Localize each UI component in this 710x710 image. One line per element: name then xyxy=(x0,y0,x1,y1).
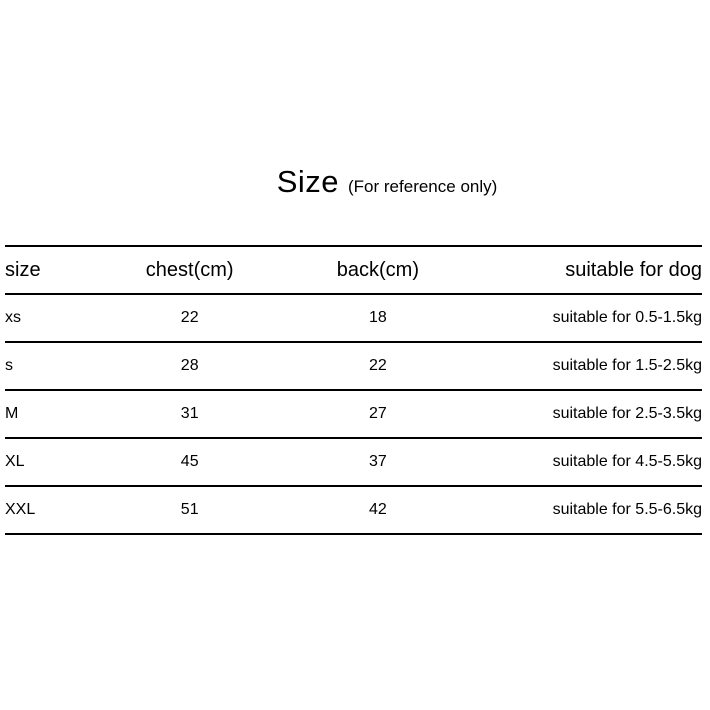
size-title-note: (For reference only) xyxy=(348,177,498,196)
cell-size: XL xyxy=(5,453,25,470)
cell-back: 22 xyxy=(368,357,387,374)
header-chest: chest(cm) xyxy=(145,258,234,281)
table-row xyxy=(5,486,702,534)
page-title xyxy=(32,164,710,200)
cell-size: s xyxy=(5,357,13,374)
table-row xyxy=(5,390,702,438)
table-row xyxy=(5,438,702,486)
cell-chest: 28 xyxy=(180,357,199,374)
cell-chest: 45 xyxy=(180,453,199,470)
size-title: Size xyxy=(276,164,340,199)
cell-suitable: suitable for 1.5-2.5kg xyxy=(552,357,702,374)
cell-chest: 51 xyxy=(180,501,199,518)
size-table xyxy=(5,245,702,535)
cell-suitable: suitable for 0.5-1.5kg xyxy=(552,309,702,326)
table-row xyxy=(5,342,702,390)
cell-suitable: suitable for 5.5-6.5kg xyxy=(552,501,702,518)
header-row xyxy=(5,246,702,294)
cell-back: 37 xyxy=(368,453,387,470)
cell-size: xs xyxy=(5,309,21,326)
cell-back: 27 xyxy=(368,405,387,422)
cell-size: M xyxy=(5,405,19,422)
cell-chest: 22 xyxy=(180,309,199,326)
cell-chest: 31 xyxy=(180,405,199,422)
cell-suitable: suitable for 4.5-5.5kg xyxy=(552,453,702,470)
cell-suitable: suitable for 2.5-3.5kg xyxy=(552,405,702,422)
cell-size: XXL xyxy=(5,501,36,518)
header-size: size xyxy=(5,258,41,281)
cell-back: 18 xyxy=(368,309,387,326)
table-row xyxy=(5,294,702,342)
header-back: back(cm) xyxy=(336,258,419,281)
header-suitable: suitable for dog xyxy=(565,258,702,281)
cell-back: 42 xyxy=(368,501,387,518)
